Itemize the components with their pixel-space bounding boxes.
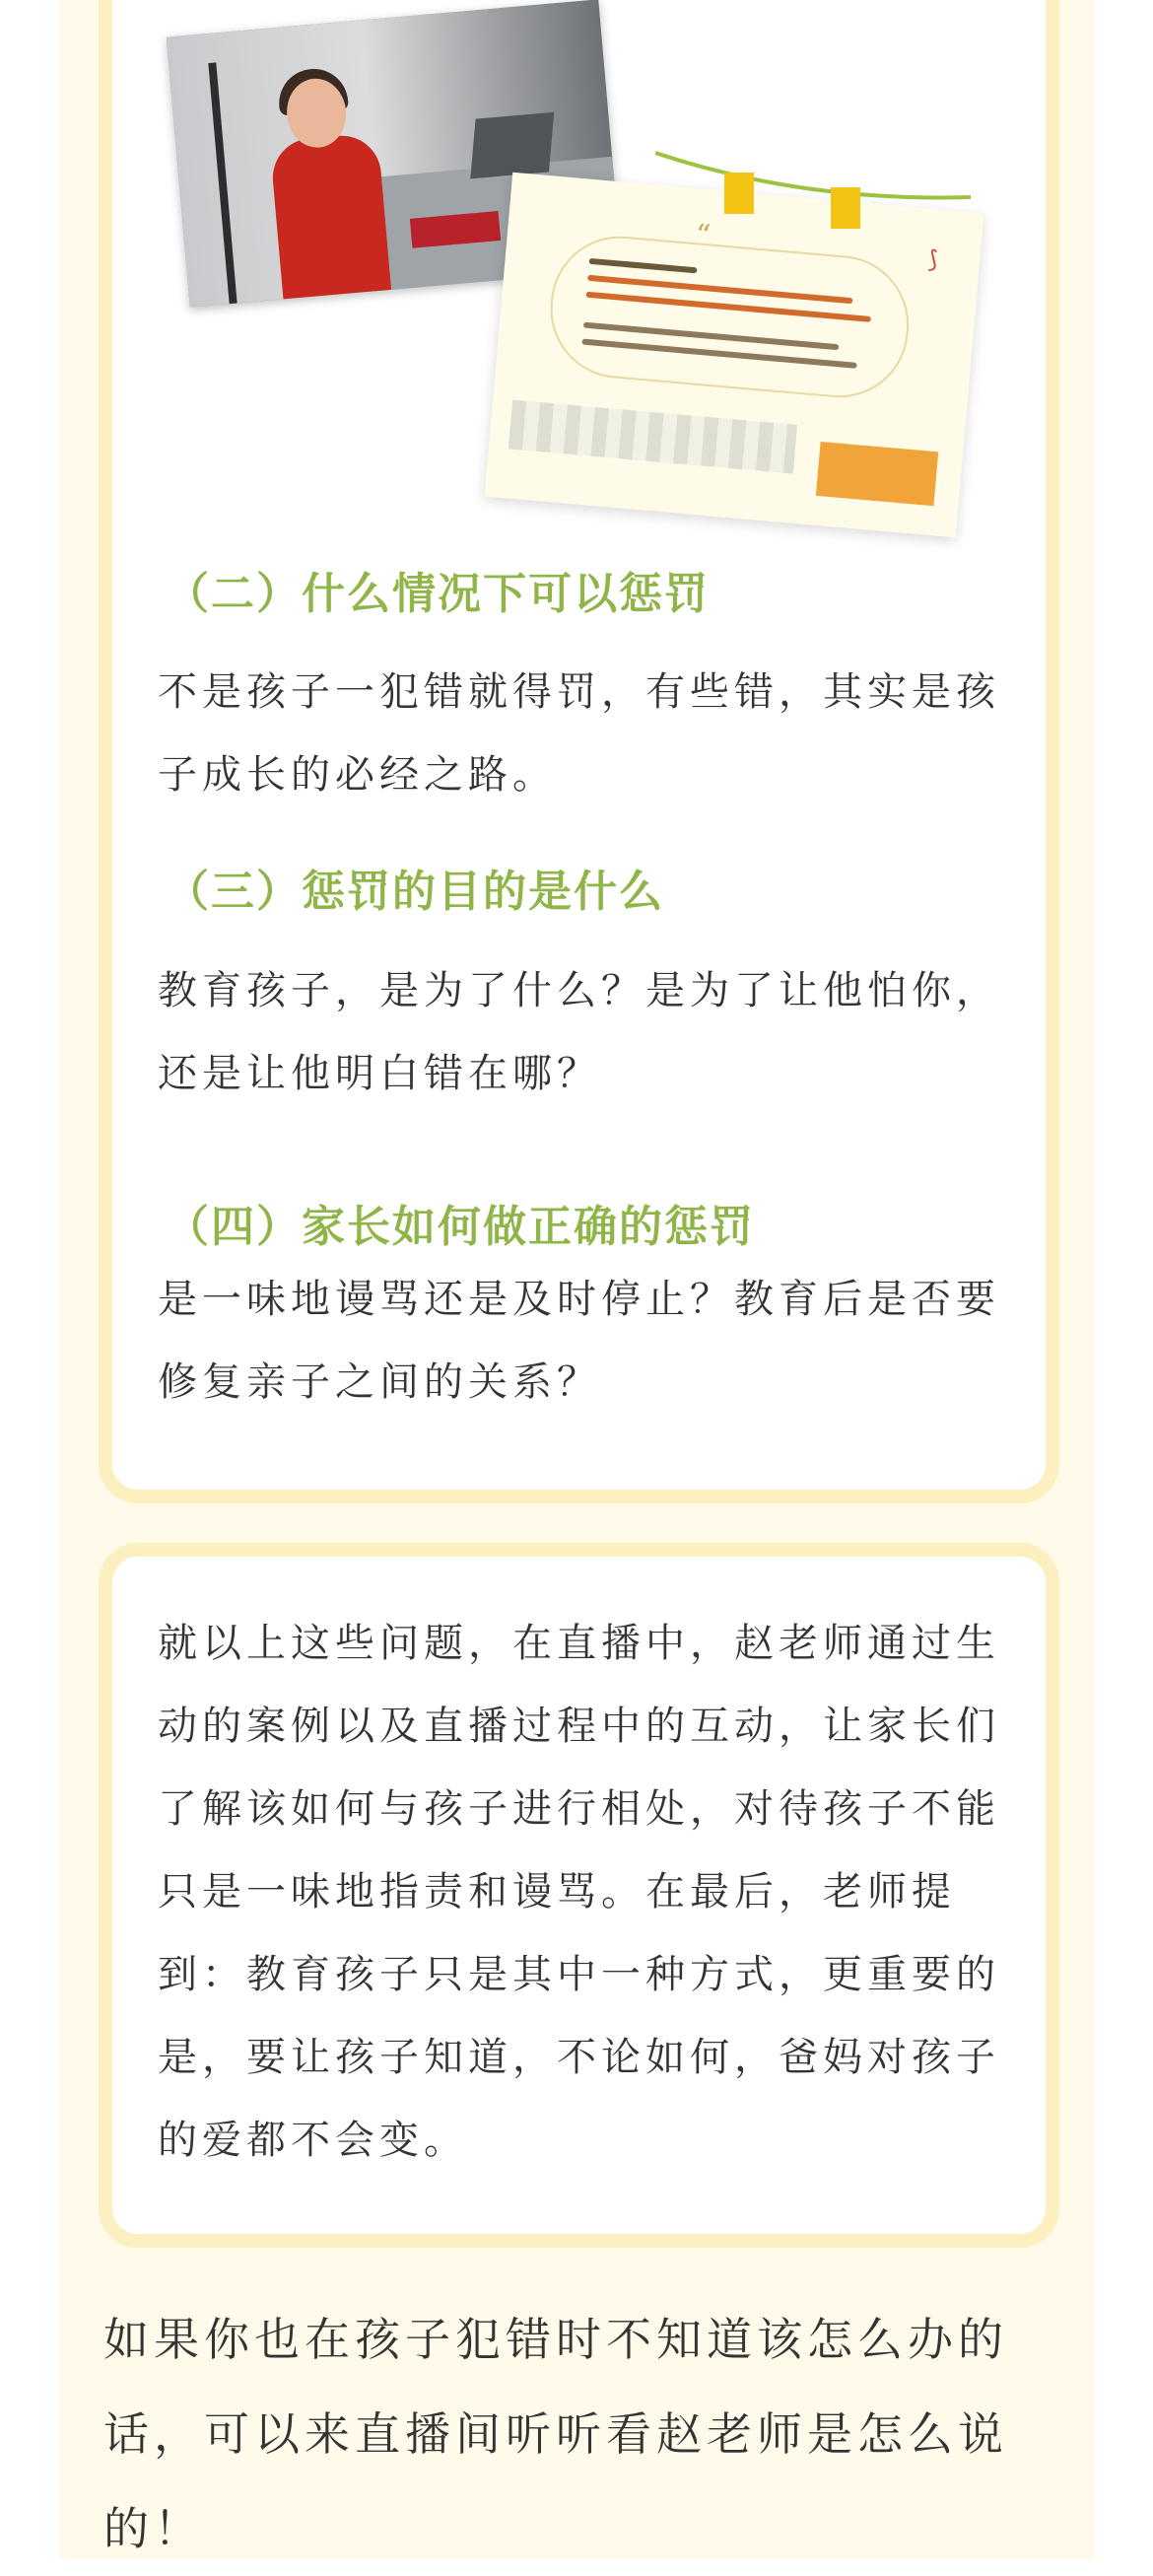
- right-clip: [831, 187, 860, 229]
- summary-text: 就以上这些问题，在直播中，赵老师通过生动的案例以及直播过程中的互动，让家长们了解该如何与孩子进行相处，对待孩子不能只是一味地指责和谩骂。在最后，老师提到：教育孩子只是其中一种方式，更重要的是，要让孩子知道，不论如何，爸妈对孩子的爱都不会变。: [158, 1621, 1000, 2163]
- section-heading-4: （四）家长如何做正确的惩罚: [166, 1202, 755, 1252]
- livestream-slide-card: “ ⟆: [485, 173, 984, 538]
- section-heading-2: （二）什么情况下可以惩罚: [166, 569, 710, 619]
- section-body-2: 不是孩子一犯错就得罚，有些错，其实是孩子成长的必经之路。: [158, 669, 1000, 798]
- section-heading-3: （三）惩罚的目的是什么: [166, 867, 664, 917]
- section-body-3: 教育孩子，是为了什么？是为了让他怕你，还是让他明白错在哪？: [158, 968, 1000, 1096]
- left-clip: [724, 173, 754, 214]
- section-body-4: 是一味地谩骂还是及时停止？教育后是否要修复亲子之间的关系？: [158, 1277, 1000, 1405]
- closing-text: 如果你也在孩子犯错时不知道该怎么办的话，可以来直播间听听看赵老师是怎么说的！: [103, 2313, 1008, 2555]
